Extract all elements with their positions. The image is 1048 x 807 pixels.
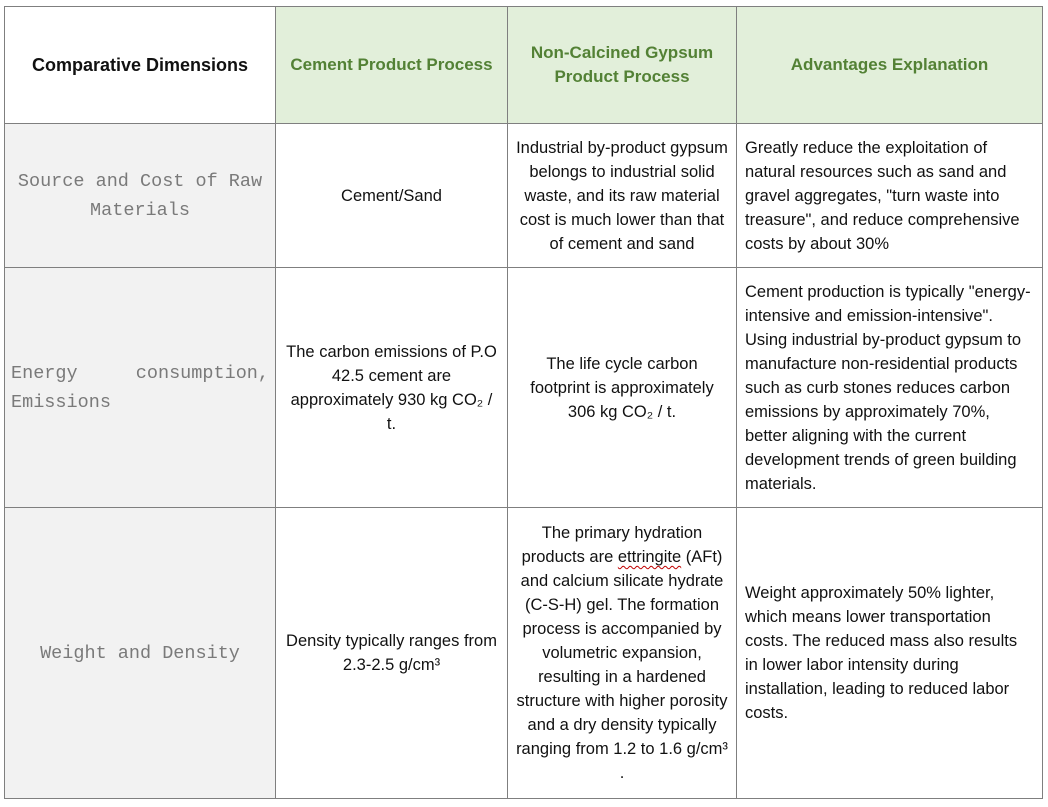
comparison-table [4, 6, 1043, 799]
header-advantages: Advantages Explanation [737, 7, 1043, 124]
dimension-raw-materials: Source and Cost of Raw Materials [5, 124, 276, 268]
advantage-energy-emissions: Cement production is typically "energy-intensive and emission-intensive". Using industrial by-product gypsum to manufacture non-residential products such as curb stones reduces carbon emissions by approximately 70%, better aligning with the current development trends of green building materials. [737, 268, 1043, 508]
header-comparative-dimensions: Comparative Dimensions [5, 7, 276, 124]
cement-weight-density: Density typically ranges from 2.3-2.5 g/cm³ [276, 508, 508, 799]
gypsum-weight-density [508, 508, 737, 799]
advantage-raw-materials: Greatly reduce the exploitation of natural resources such as sand and gravel aggregates, "turn waste into treasure", and reduce comprehensive costs by about 30% [737, 124, 1043, 268]
header-cement-process: Cement Product Process [276, 7, 508, 124]
advantage-weight-density: Weight approximately 50% lighter, which means lower transportation costs. The reduced mass also results in lower labor intensity during installation, leading to reduced labor costs. [737, 508, 1043, 799]
gypsum-raw-materials: Industrial by-product gypsum belongs to industrial solid waste, and its raw material cost is much lower than that of cement and sand [508, 124, 737, 268]
gypsum-weight-text-after: (AFt) and calcium silicate hydrate (C-S-H) gel. The formation process is accompanied by volumetric expansion, resulting in a hardened structure with higher porosity and a dry density typically ranging from 1.2 to 1.6 g/cm³ . [516, 548, 728, 782]
table-row [5, 508, 1043, 799]
spellcheck-flagged-word: ettringite [617, 548, 682, 566]
header-row [5, 7, 1043, 124]
dimension-energy-emissions: Energy consumption, Emissions [5, 268, 276, 508]
gypsum-energy-emissions: The life cycle carbon footprint is approximately 306 kg CO₂ / t. [508, 268, 737, 508]
cement-raw-materials: Cement/Sand [276, 124, 508, 268]
header-gypsum-process: Non-Calcined Gypsum Product Process [508, 7, 737, 124]
table-row [5, 124, 1043, 268]
gypsum-weight-text-before: The primary hydration products are [521, 524, 703, 566]
cement-energy-emissions: The carbon emissions of P.O 42.5 cement are approximately 930 kg CO₂ / t. [276, 268, 508, 508]
table-row [5, 268, 1043, 508]
dimension-weight-density: Weight and Density [5, 508, 276, 799]
